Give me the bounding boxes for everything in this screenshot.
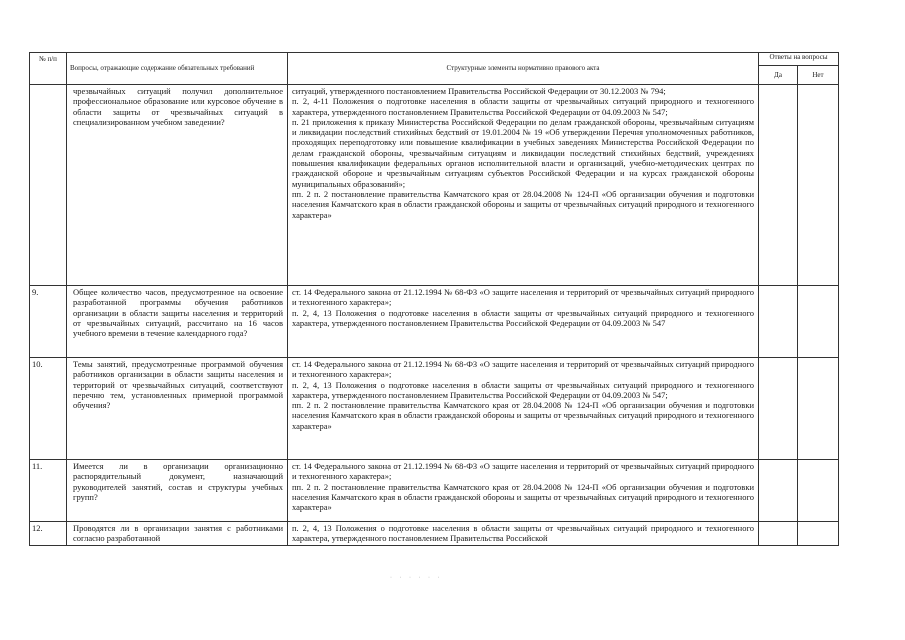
row-number: [30, 85, 67, 286]
row-number: 11.: [30, 460, 67, 522]
reference-item: п. 2, 4, 13 Положения о подготовке населения в области защиты от чрезвычайных ситуаций природного и техногенного характера, утвержденного постановлением Правительства Российской Федерации от 04.09.2003 № 547: [292, 307, 754, 328]
row-question: чрезвычайных ситуаций получил дополнительное профессиональное образование или курсовое обучение в области защиты от чрезвычайных ситуаций в специализированном учебном заведении?: [67, 85, 288, 286]
answer-no-cell[interactable]: [798, 286, 839, 358]
row-question: Имеется ли в организации организационно распорядительный документ, назначающий руководителей занятий, состав и структуры учебных групп?: [67, 460, 288, 522]
reference-item: пп. 2 п. 2 постановление правительства Камчатского края от 28.04.2008 № 124-П «Об организации обучения и подготовки населения Камчатского края в области гражданской обороны и защиты от чрезвычайных ситуаций природного и техногенного характера»: [292, 188, 754, 220]
reference-item: пп. 2 п. 2 постановление правительства Камчатского края от 28.04.2008 № 124-П «Об организации обучения и подготовки населения Камчатского края в области гражданской обороны и защиты от чрезвычайных ситуаций природного и техногенного характера»: [292, 400, 754, 431]
row-number: 9.: [30, 286, 67, 358]
reference-item: ст. 14 Федерального закона от 21.12.1994 № 68-ФЗ «О защите населения и территорий от чрезвычайных ситуаций природного и техногенного характера»;: [292, 359, 754, 380]
row-number: 12.: [30, 522, 67, 546]
answer-yes-cell[interactable]: [759, 286, 798, 358]
table-row: [30, 460, 839, 522]
reference-item: ситуаций, утвержденного постановлением Правительства Российской Федерации от 30.12.2003 № 794;: [292, 86, 666, 96]
reference-item: ст. 14 Федерального закона от 21.12.1994 № 68-ФЗ «О защите населения и территорий от чрезвычайных ситуаций природного и техногенного характера»;: [292, 461, 754, 482]
answer-yes-cell[interactable]: [759, 85, 798, 286]
row-question: Темы занятий, предусмотренные программой обучения работников организации в области защиты населения и территорий от чрезвычайных ситуаций, соответствуют перечню тем, установленных примерной программой обучения?: [67, 358, 288, 460]
header-num: № п/п: [30, 53, 67, 85]
header-elements: Структурные элементы нормативно правового акта: [288, 53, 759, 85]
answer-no-cell[interactable]: [798, 85, 839, 286]
table-row: [30, 85, 839, 286]
answer-yes-cell[interactable]: [759, 522, 798, 546]
checklist-table: [29, 52, 839, 546]
row-references: [288, 460, 759, 522]
answer-no-cell[interactable]: [798, 460, 839, 522]
header-answers: Ответы на вопросы: [759, 53, 839, 66]
row-question: Общее количество часов, предусмотренное на освоение разработанной программы обучения работников организации в области защиты населения и территорий от чрезвычайных ситуаций, рассчитано на 16 часов учебного времени в течение календарного года?: [67, 286, 288, 358]
row-references: [288, 358, 759, 460]
reference-item: п. 2, 4, 13 Положения о подготовке населения в области защиты от чрезвычайных ситуаций природного и техногенного характера, утвержденного постановлением Правительства Российской: [292, 523, 754, 544]
answer-yes-cell[interactable]: [759, 460, 798, 522]
row-references: [288, 286, 759, 358]
reference-item: п. 2, 4-11 Положения о подготовке населения в области защиты от чрезвычайных ситуаций природного и техногенного характера, утвержденного постановлением Правительства Российской Федерации от 04.09.2003 № 547;: [292, 96, 754, 117]
header-no: Нет: [798, 66, 839, 85]
header-row: [30, 53, 839, 66]
table-row: [30, 286, 839, 358]
table-row: [30, 522, 839, 546]
table-row: [30, 358, 839, 460]
reference-item: пп. 2 п. 2 постановление правительства Камчатского края от 28.04.2008 № 124-П «Об организации обучения и подготовки населения Камчатского края в области гражданской обороны и защиты от чрезвычайных ситуаций природного и техногенного характера»: [292, 481, 754, 513]
answer-yes-cell[interactable]: [759, 358, 798, 460]
answer-no-cell[interactable]: [798, 358, 839, 460]
row-references: [288, 85, 759, 286]
answer-no-cell[interactable]: [798, 522, 839, 546]
row-number: 10.: [30, 358, 67, 460]
row-question: Проводятся ли в организации занятия с работниками согласно разработанной: [67, 522, 288, 546]
scan-artifact: · · · · · ·: [390, 575, 443, 581]
reference-item: п. 2, 4, 13 Положения о подготовке населения в области защиты от чрезвычайных ситуаций природного и техногенного характера, утвержденного постановлением Правительства Российской Федерации от 04.09.2003 № 547;: [292, 379, 754, 400]
header-question: Вопросы, отражающие содержание обязательных требований: [67, 53, 288, 85]
row-references: [288, 522, 759, 546]
reference-item: п. 21 приложения к приказу Министерства Российской Федерации по делам гражданской обороны, чрезвычайным ситуациям и ликвидации последствий стихийных бедствий от 19.01.2004 № 19 «Об утверждении Перечня уполномоченных работников, проходящих переподготовку или повышение квалификации в учебных заведениях Министерства Российской Федерации по делам гражданской обороны, чрезвычайным ситуациям и ликвидации последствий стихийных бедствий, учреждениях повышения квалификации федеральных органов исполнительной власти и организаций, учебно-методических центрах по гражданской обороне и чрезвычайным ситуациям субъектов Российской Федерации и на курсах гражданской обороны муниципальных образований»;: [292, 116, 754, 189]
header-yes: Да: [759, 66, 798, 85]
reference-item: ст. 14 Федерального закона от 21.12.1994 № 68-ФЗ «О защите населения и территорий от чрезвычайных ситуаций природного и техногенного характера»;: [292, 287, 754, 308]
